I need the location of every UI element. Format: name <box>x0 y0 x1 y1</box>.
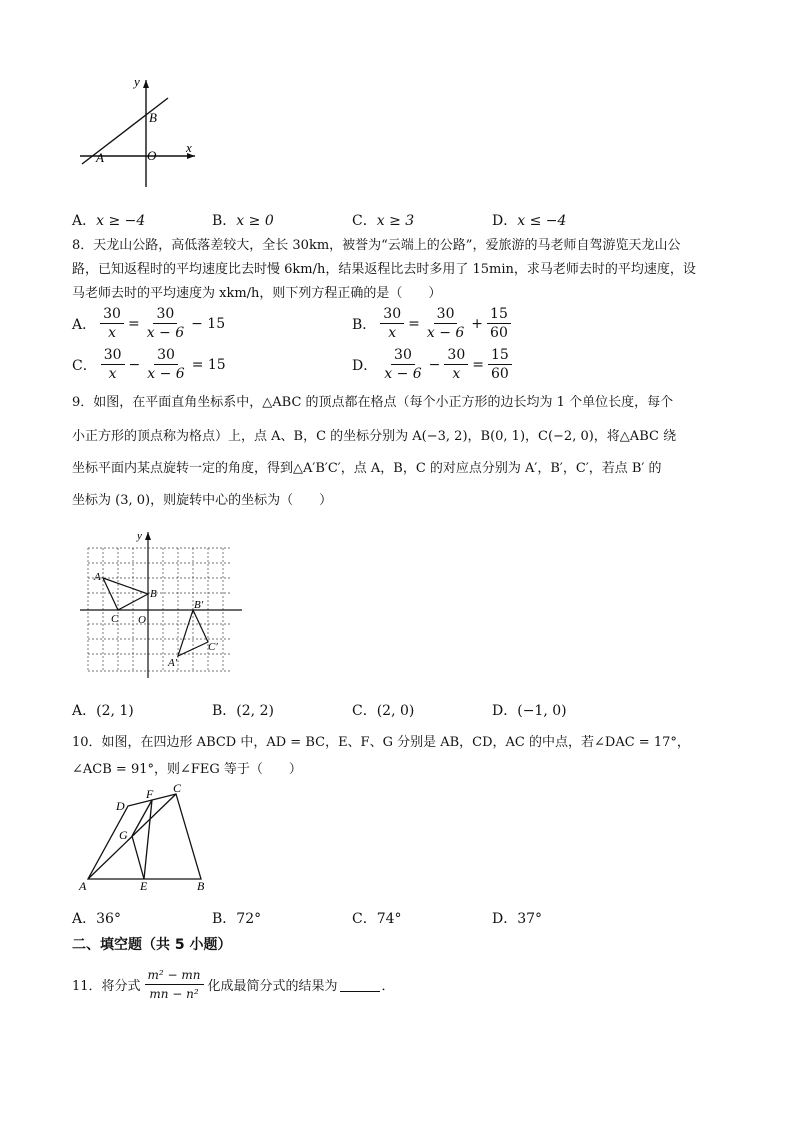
q10-option-a[interactable] <box>72 908 121 928</box>
q11-suffix: 化成最简分式的结果为 <box>207 979 338 994</box>
point-e-label: E <box>140 879 148 893</box>
section-title: 二、填空题（共 5 小题） <box>72 937 232 953</box>
option-letter: B． <box>212 911 237 927</box>
fraction: $\frac{30}{x}$ <box>101 346 125 383</box>
option-letter: C． <box>72 357 97 374</box>
fraction: $\frac{30}{x}$ <box>444 346 468 383</box>
q9-option-d[interactable] <box>492 700 567 720</box>
triangle-abc <box>103 578 148 610</box>
equals-sign: = <box>408 315 420 332</box>
option-text: x ≥ −4 <box>96 213 146 229</box>
q7-option-b[interactable] <box>212 210 274 230</box>
answer-blank[interactable] <box>340 977 380 992</box>
q9-option-a[interactable] <box>72 700 134 720</box>
segment-eg <box>132 836 144 879</box>
option-letter: C． <box>352 703 377 719</box>
option-letter: B． <box>212 213 237 229</box>
fraction: $\frac{30}{x - 6}$ <box>426 306 465 341</box>
fraction: $\frac{15}{60}$ <box>488 346 512 383</box>
point-a-label: A <box>79 879 87 893</box>
option-text: (2, 1) <box>96 703 134 719</box>
q8-text-line-1: 8．天龙山公路，高低落差较大，全长 30km，被誉为“云端上的公路”，爱旅游的马老师自驾游览天龙山公 <box>72 238 681 253</box>
q10-option-d[interactable] <box>492 908 542 928</box>
point-b-label: B <box>149 110 157 125</box>
quad-abcd <box>88 794 201 879</box>
operator: + <box>471 315 484 332</box>
option-text: (−1, 0) <box>517 703 567 719</box>
origin-label: O <box>147 148 157 163</box>
point-b-label: B <box>150 588 157 600</box>
q8-text-line-2: 路，已知返程时的平均速度比去时慢 6km/h，结果返程比去时多用了 15min，求马老师去时的平均速度，设 <box>72 262 696 277</box>
x-label: x <box>186 140 192 155</box>
q7-option-d[interactable] <box>492 210 566 230</box>
q9-option-b[interactable] <box>212 700 274 720</box>
operator: − <box>428 356 441 373</box>
point-f-label: F <box>146 787 154 801</box>
point-a2-label: A′ <box>168 657 178 669</box>
option-text: 74° <box>376 911 402 927</box>
q10-text-line-2: ∠ACB = 91°，则∠FEG 等于（ ） <box>72 762 302 777</box>
option-letter: B． <box>352 316 377 333</box>
point-c-label: C <box>111 613 119 625</box>
point-g-label: G <box>119 828 128 842</box>
option-letter: A． <box>72 213 97 229</box>
y-label: y <box>134 74 140 89</box>
q9-text-line-3: 坐标平面内某点旋转一定的角度，得到△A′B′C′，点 A，B，C 的对应点分别为 A′，B′，C′，若点 B′ 的 <box>72 461 662 476</box>
option-text: 72° <box>236 911 262 927</box>
q7-option-c[interactable] <box>352 210 414 230</box>
equals-sign: = <box>127 315 140 332</box>
q10-option-c[interactable] <box>352 908 402 928</box>
origin-label: O <box>138 614 146 626</box>
point-c2-label: C′ <box>208 641 218 653</box>
option-text: 36° <box>96 911 121 927</box>
option-text: x ≥ 0 <box>236 213 274 229</box>
q9-text-line-1: 9．如图，在平面直角坐标系中，△ABC 的顶点都在格点（每个小正方形的边长均为 1 个单位长度，每个 <box>72 395 674 410</box>
q9-text-line-4: 坐标为 (3, 0)，则旋转中心的坐标为（ ） <box>72 493 333 508</box>
fraction: $\frac{30}{x - 6}$ <box>147 347 185 382</box>
fraction: $\frac{30}{x - 6}$ <box>146 306 185 341</box>
fraction: $\frac{30}{x}$ <box>380 305 404 342</box>
option-letter: D． <box>492 213 518 229</box>
q8-option-d[interactable] <box>352 346 514 383</box>
tail-term: − 15 <box>191 315 226 332</box>
q10-quadrilateral <box>76 784 216 894</box>
fraction: $\frac{15}{60}$ <box>487 305 511 342</box>
q10-text-line-1: 10．如图，在四边形 ABCD 中，AD = BC，E、F、G 分别是 AB，CD，AC 的中点，若∠DAC = 17°， <box>72 735 690 750</box>
option-letter: D． <box>352 357 378 374</box>
q8-option-a[interactable] <box>72 305 225 342</box>
point-c-label: C <box>173 784 182 795</box>
q7-graph <box>70 72 200 192</box>
q9-text-line-2: 小正方形的顶点称为格点）上，点 A、B，C 的坐标分别为 A(−3, 2)，B(0, 1)，C(−2, 0)，将△ABC 绕 <box>72 429 677 444</box>
point-b2-label: B′ <box>194 599 204 611</box>
q8-option-b[interactable] <box>352 305 513 342</box>
point-a-label: A <box>96 150 104 165</box>
q9-option-c[interactable] <box>352 700 414 720</box>
option-letter: D． <box>492 911 518 927</box>
q11-prefix: 11．将分式 <box>72 979 141 994</box>
fraction: $\frac{\text{m² − mn}}{\text{mn − n²}}$ <box>145 966 204 1003</box>
option-letter: B． <box>212 703 237 719</box>
option-letter: C． <box>352 911 377 927</box>
equals-sign: = <box>472 356 484 373</box>
point-b-label: B <box>197 879 205 893</box>
q11-question <box>72 966 395 1003</box>
fraction: $\frac{30}{x - 6}$ <box>384 347 422 382</box>
q7-option-a[interactable] <box>72 210 145 230</box>
option-text: 37° <box>517 911 543 927</box>
q8-text-line-3: 马老师去时的平均速度为 xkm/h，则下列方程正确的是（ ） <box>72 286 442 301</box>
q9-grid-graph <box>76 526 248 682</box>
fraction: $\frac{30}{x}$ <box>100 305 124 342</box>
y-label: y <box>137 530 142 542</box>
option-letter: A． <box>72 316 97 333</box>
option-letter: D． <box>492 703 518 719</box>
q10-option-b[interactable] <box>212 908 261 928</box>
point-a-label: A <box>94 571 101 583</box>
option-text: x ≤ −4 <box>517 213 567 229</box>
point-d-label: D <box>116 799 125 813</box>
q8-option-c[interactable] <box>72 346 226 383</box>
option-letter: A． <box>72 911 97 927</box>
option-letter: A． <box>72 703 97 719</box>
option-text: (2, 0) <box>376 703 415 719</box>
option-text: x ≥ 3 <box>376 213 415 229</box>
operator: − <box>128 356 141 373</box>
q11-end: ． <box>381 979 395 994</box>
option-letter: C． <box>352 213 377 229</box>
option-text: (2, 2) <box>236 703 274 719</box>
tail-term: = 15 <box>191 356 226 373</box>
